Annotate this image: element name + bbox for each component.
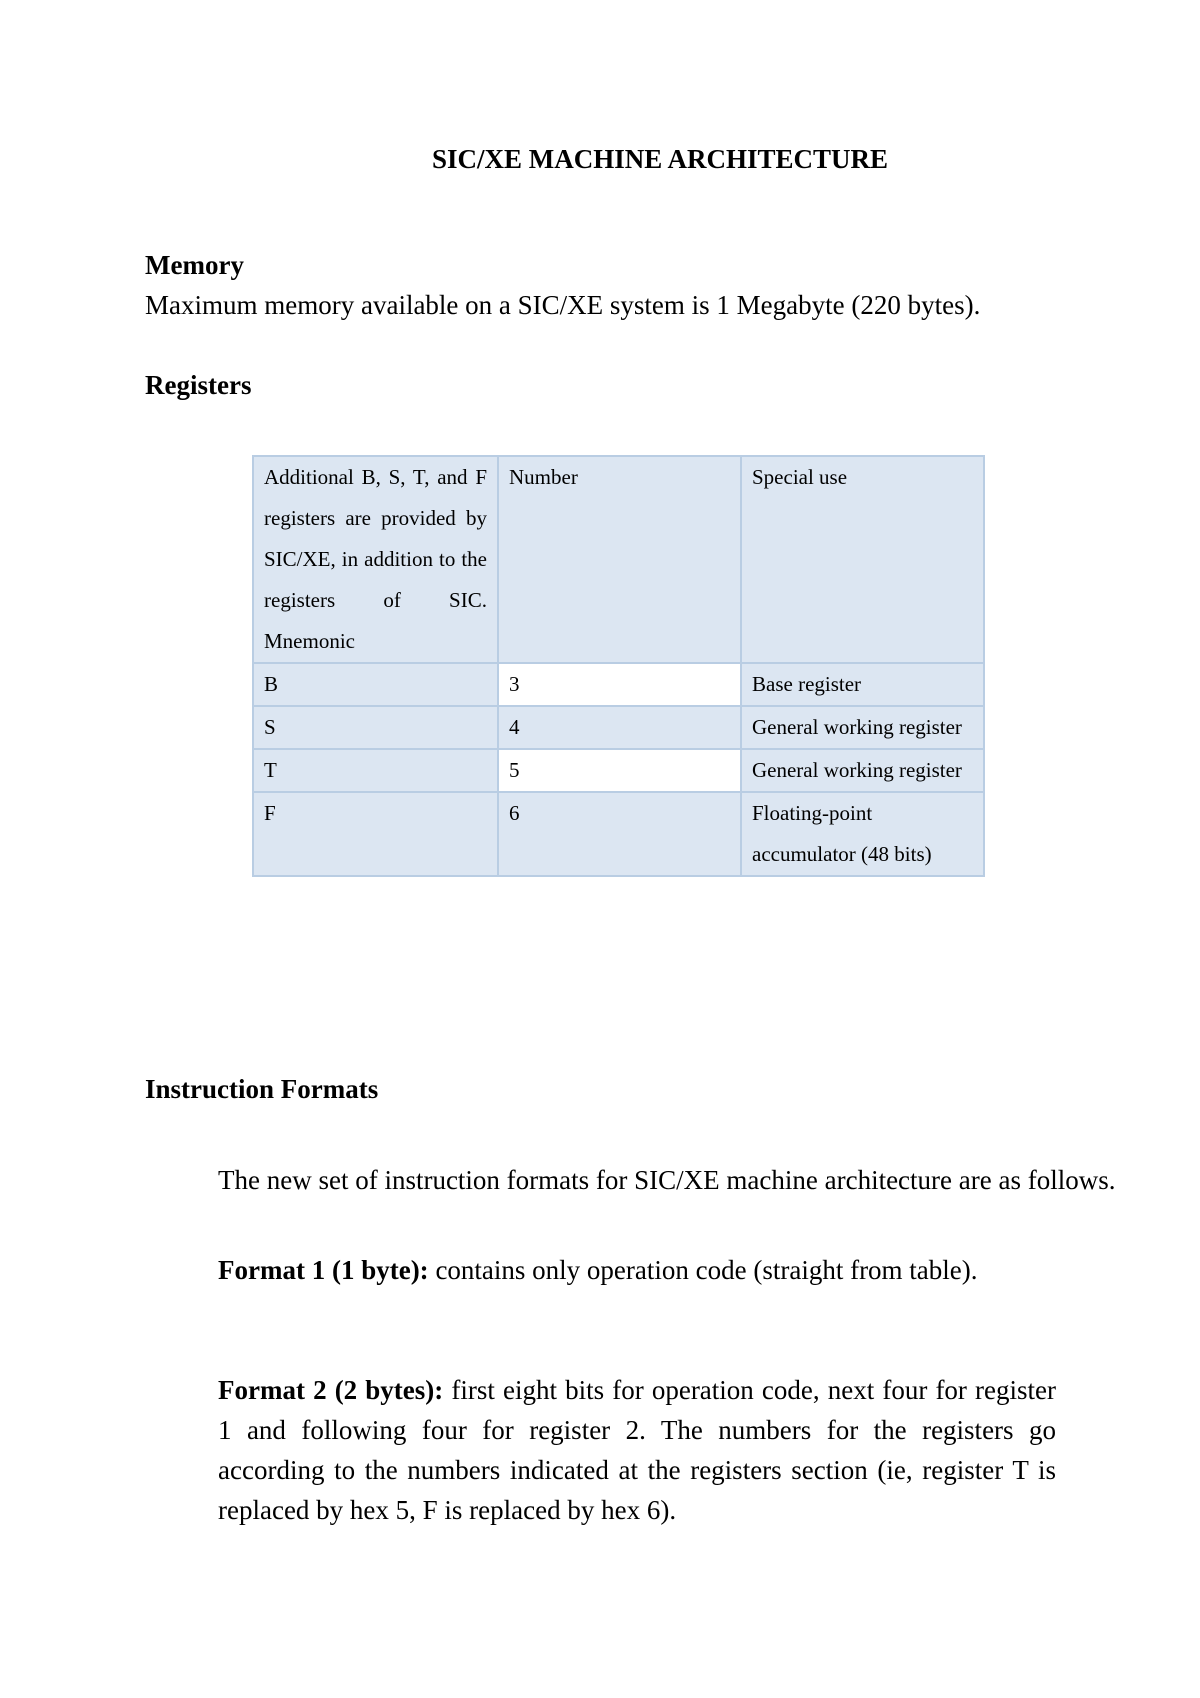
cell-mnemonic: B: [253, 663, 498, 706]
registers-heading: Registers: [145, 370, 252, 400]
memory-heading: Memory: [145, 250, 244, 280]
formats-intro: The new set of instruction formats for SIC/XE machine architecture are as follows.: [218, 1165, 1116, 1195]
cell-number: 5: [498, 749, 741, 792]
header-number: Number: [498, 456, 741, 663]
format-2-paragraph: [218, 1370, 1056, 1530]
table-row: [253, 706, 984, 749]
header-mnemonic: Additional B, S, T, and F registers are provided by SIC/XE, in addition to the registers of SIC. Mnemonic: [253, 456, 498, 663]
cell-number: 6: [498, 792, 741, 876]
table-row: [253, 792, 984, 876]
cell-number: 4: [498, 706, 741, 749]
header-special-use: Special use: [741, 456, 984, 663]
cell-number: 3: [498, 663, 741, 706]
table-header-row: [253, 456, 984, 663]
table-row: [253, 663, 984, 706]
format-2-text: first eight bits for operation code, next four for register 1 and following four for register 2. The numbers for the registers go according to the numbers indicated at the registers section (ie, register T is replaced by hex 5, F is replaced by hex 6).: [218, 1375, 1056, 1525]
cell-use: Base register: [741, 663, 984, 706]
table-row: [253, 749, 984, 792]
instruction-formats-heading: Instruction Formats: [145, 1074, 379, 1104]
cell-use: Floating-point accumulator (48 bits): [741, 792, 984, 876]
page-title: SIC/XE MACHINE ARCHITECTURE: [431, 144, 889, 174]
format-2-label: Format 2 (2 bytes):: [218, 1375, 444, 1405]
cell-mnemonic: T: [253, 749, 498, 792]
cell-mnemonic: S: [253, 706, 498, 749]
format-1-label: Format 1 (1 byte):: [218, 1255, 429, 1285]
cell-use: General working register: [741, 749, 984, 792]
cell-use: General working register: [741, 706, 984, 749]
cell-mnemonic: F: [253, 792, 498, 876]
format-1-paragraph: [218, 1250, 1120, 1290]
format-1-text: contains only operation code (straight from table).: [428, 1255, 978, 1285]
registers-table: [252, 455, 985, 877]
memory-text: Maximum memory available on a SIC/XE system is 1 Megabyte (220 bytes).: [145, 290, 981, 320]
